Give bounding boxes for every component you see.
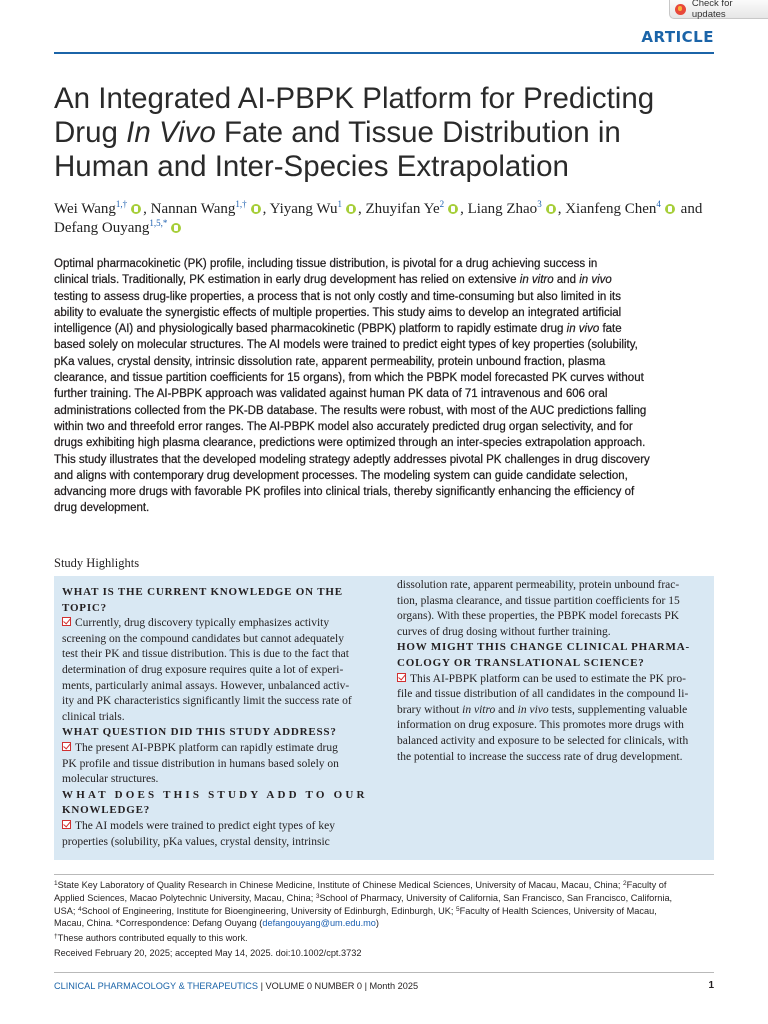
paper-title xyxy=(54,82,734,184)
checkbox-icon xyxy=(62,617,71,626)
highlight-question: TOPIC? xyxy=(62,601,107,614)
author-list: Wei Wang$^{1,\dagger}$ , Nannan Wang$^{1,\dagger}$ , Yiyang Wu$^1$ , Zhuyifan Ye$^2$ , Liang Zhao$^3$ , Xianfeng Chen$^4$ and Defang Ouyang$^{1,5,*}$ xyxy=(54,199,703,236)
crossmark-icon xyxy=(675,4,686,15)
author[interactable]: Liang Zhao$^3$ xyxy=(468,201,558,217)
abstract: Optimal pharmacokinetic (PK) profile, including tissue distribution, is pivotal for a drug achieving success in clinical trials. Traditionally, PK estimation in early drug development has relied on extensive in vitro and in vivo testing to assess drug-like properties, a process that is not only costly and time-consuming but also limited in its ability to evaluate the synergistic effects of multiple properties. This study aims to develop an integrated artificial intelligence (AI) and physiologically based pharmacokinetic (PBPK) platform to rapidly estimate drug in vivo fate based solely on molecular structures. The AI models were trained to predict eight types of key properties (solubility, pKa values, crystal density, intrinsic dissolution rate, apparent permeability, protein unbound fraction, plasma clearance, and tissue partition coefficients for 15 organs), from which the PBPK model forecasted PK curves without further training. The AI-PBPK approach was validated against human PK data of 71 intravenous and 606 oral administrations collected from the PK-DB database. The results were robust, with most of the AUC predictions falling within two and threefold error ranges. The AI-PBPK model also accurately predicted drug organ selectivity, and for drugs exhibiting high plasma clearance, predictions were optimized through an inter-species extrapolation approach. This study illustrates that the developed modeling strategy adeptly addresses pivotal PK challenges in drug discovery and aligns with contemporary drug development processes. The modeling system can guide candidate selection, advancing more drugs with favorable PK profiles into clinical trials, thereby significantly enhancing the efficiency of drug development. xyxy=(54,258,650,515)
author[interactable]: Zhuyifan Ye$^2$ xyxy=(365,201,460,217)
highlight-question: WHAT QUESTION DID THIS STUDY ADDRESS? xyxy=(62,726,337,739)
highlight-question: COLOGY OR TRANSLATIONAL SCIENCE? xyxy=(397,656,645,669)
author[interactable]: Yiyang Wu$^1$ xyxy=(270,201,358,217)
orcid-icon[interactable] xyxy=(546,204,556,214)
footer-rule xyxy=(54,972,714,973)
affiliations: $^1$State Key Laboratory of Quality Research in Chinese Medicine, Institute of Chinese Medical Sciences, University of Macau, Macau, China; $^2$Faculty of Applied Sciences, Macao Polytechnic University, Macau, China; $^3$School of Pharmacy, University of California, San Francisco, San Francisco, California, USA; $^4$School of Engineering, Institute for Bioengineering, University of Edinburgh, Edinburgh, UK; $^5$Faculty of Health Sciences, University of Macau, Macau, China. *Correspondence: Defang Ouyang (defangouyang@um.edu.mo) xyxy=(54,880,673,929)
footnote-rule xyxy=(54,874,714,875)
highlights-right-column: dissolution rate, apparent permeability, protein unbound frac- tion, plasma clearance, and tissue partition coefficients for 15 organs). With these properties, the PBPK model forecasts PK curves of drug dosing without further training. HOW MIGHT THIS CHANGE CLINICAL PHARMA- COLOGY OR TRANSLATIONAL SCIENCE? This AI-PBPK platform can be used to estimate the PK pro- file and tissue distribution of all candidates in the compound li- brary without in vitro and in vivo tests, supplementing valuable information on drug exposure. This promotes more drugs with balanced activity and exposure to be selected for clinicals, with the potential to increase the success rate of drug development. xyxy=(397,578,706,765)
article-type-label: ARTICLE xyxy=(641,28,714,46)
title-line-1: An Integrated AI-PBPK Platform for Predicting xyxy=(54,82,655,115)
journal-footer: CLINICAL PHARMACOLOGY & THERAPEUTICS | VOLUME 0 NUMBER 0 | Month 2025 xyxy=(54,981,419,991)
check-for-updates-button[interactable] xyxy=(669,0,768,19)
orcid-icon[interactable] xyxy=(131,204,141,214)
highlight-question: WHAT DOES THIS STUDY ADD TO OUR xyxy=(62,788,368,801)
check-for-updates-label: Check for updates xyxy=(691,0,733,20)
journal-name: CLINICAL PHARMACOLOGY & THERAPEUTICS xyxy=(54,981,259,991)
checkbox-icon xyxy=(397,673,406,682)
author[interactable]: Defang Ouyang$^{1,5,*}$ xyxy=(54,220,183,236)
authors-conjunction: and xyxy=(680,201,703,217)
author[interactable]: Wei Wang$^{1,\dagger}$ xyxy=(54,201,143,217)
orcid-icon[interactable] xyxy=(171,223,181,233)
header-rule xyxy=(54,52,714,54)
checkbox-icon xyxy=(62,742,71,751)
orcid-icon[interactable] xyxy=(448,204,458,214)
page-number: 1 xyxy=(708,980,714,991)
orcid-icon[interactable] xyxy=(346,204,356,214)
study-highlights-heading: Study Highlights xyxy=(54,556,140,570)
highlight-question: HOW MIGHT THIS CHANGE CLINICAL PHARMA- xyxy=(397,641,690,654)
correspondence-email-link[interactable]: defangouyang@um.edu.mo xyxy=(262,918,376,929)
author[interactable]: Nannan Wang$^{1,\dagger}$ xyxy=(151,201,263,217)
received-dates-doi: Received February 20, 2025; accepted May 14, 2025. doi:10.1002/cpt.3732 xyxy=(54,948,362,958)
checkbox-icon xyxy=(62,820,71,829)
author[interactable]: Xianfeng Chen$^4$ xyxy=(565,201,677,217)
equal-contribution-note: †These authors contributed equally to this work. xyxy=(54,933,248,943)
title-line-2: Drug In Vivo Fate and Tissue Distribution in xyxy=(54,116,621,149)
study-highlights-box xyxy=(54,576,714,860)
highlights-left-column: WHAT IS THE CURRENT KNOWLEDGE ON THE TOPIC? Currently, drug discovery typically emphasizes activity screening on the compound candidates but cannot adequately test their PK and tissue distribution. This is due to the fact that determination of drug exposure requires quite a lot of experi- ments, particularly animal assays. However, unbalanced activ- ity and PK characteristics significantly limit the success rate of clinical trials. WHAT QUESTION DID THIS STUDY ADDRESS? The present AI-PBPK platform can rapidly estimate drug PK profile and tissue distribution in humans based solely on molecular structures. WHAT DOES THIS STUDY ADD TO OUR KNOWLEDGE? The AI models were trained to predict eight types of key properties (solubility, pKa values, crystal density, intrinsic xyxy=(62,585,371,850)
highlight-question: KNOWLEDGE? xyxy=(62,804,151,817)
title-line-3: Human and Inter-Species Extrapolation xyxy=(54,150,569,183)
orcid-icon[interactable] xyxy=(665,204,675,214)
orcid-icon[interactable] xyxy=(251,204,261,214)
highlight-question: WHAT IS THE CURRENT KNOWLEDGE ON THE xyxy=(62,586,343,598)
